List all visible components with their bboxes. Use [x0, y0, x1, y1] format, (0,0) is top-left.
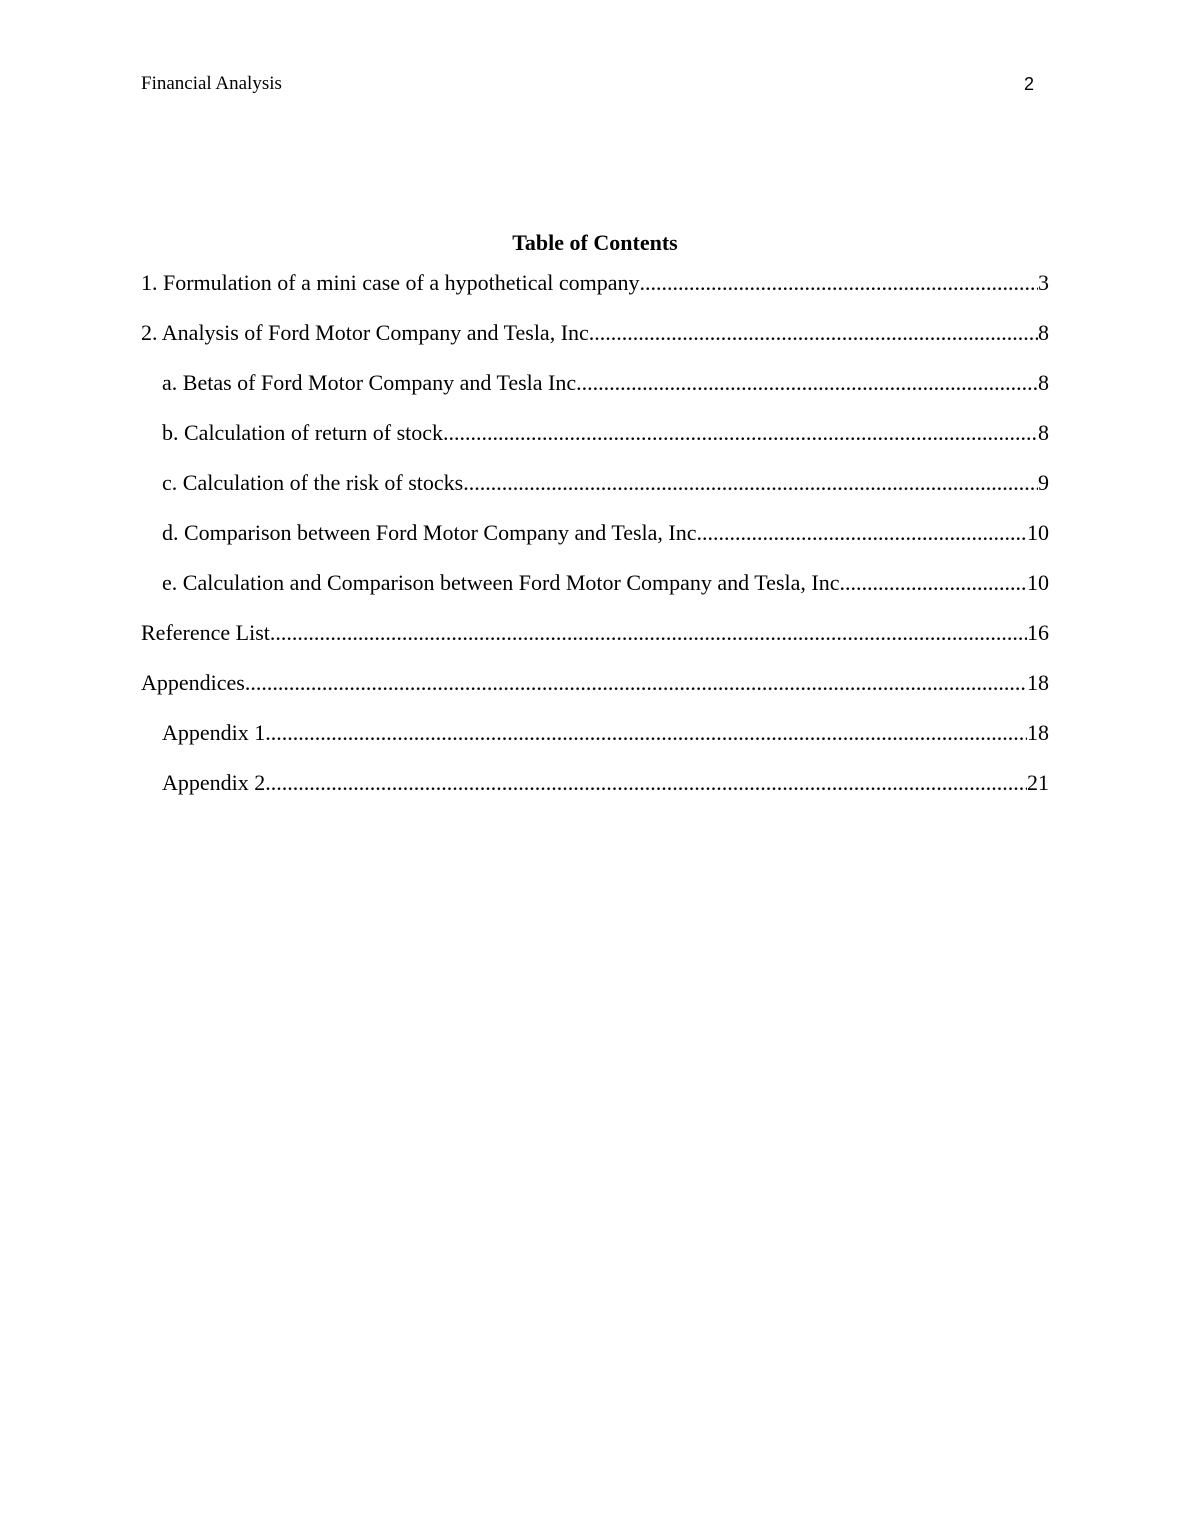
toc-entry-label: Reference List — [141, 620, 270, 645]
toc-entry-label: 1. Formulation of a mini case of a hypothetical company — [141, 270, 640, 295]
toc-entry-page: 8 — [1038, 420, 1049, 445]
toc-entry-label: Appendix 2 — [162, 770, 266, 795]
toc-entry-appendices[interactable] — [141, 668, 1049, 718]
toc-entry-risk-of-stocks[interactable] — [141, 468, 1049, 518]
toc-entry-comparison[interactable] — [141, 518, 1049, 568]
toc-title: Table of Contents — [512, 230, 678, 255]
running-head: Financial Analysis — [141, 73, 282, 94]
table-of-contents — [141, 268, 1049, 818]
toc-entry-label: Appendices — [141, 670, 245, 695]
toc-entry-calculation-and-comparison[interactable] — [141, 568, 1049, 618]
toc-entry-page: 3 — [1038, 270, 1049, 295]
toc-leader-dots — [576, 368, 1038, 398]
toc-entry-page: 8 — [1038, 320, 1049, 345]
toc-leader-dots — [443, 418, 1038, 448]
toc-leader-dots — [839, 568, 1027, 598]
toc-entry-reference-list[interactable] — [141, 618, 1049, 668]
toc-entry-label: 2. Analysis of Ford Motor Company and Tesla, Inc — [141, 320, 589, 345]
toc-entry-page: 16 — [1027, 620, 1049, 645]
toc-entry-page: 10 — [1027, 570, 1049, 595]
toc-entry-page: 10 — [1027, 520, 1049, 545]
toc-entry-appendix-2[interactable] — [141, 768, 1049, 818]
toc-entry-return-of-stock[interactable] — [141, 418, 1049, 468]
toc-entry-page: 21 — [1027, 770, 1049, 795]
toc-entry-formulation-mini-case[interactable] — [141, 268, 1049, 318]
page-number: 2 — [1024, 74, 1035, 94]
toc-entry-page: 18 — [1027, 720, 1049, 745]
toc-entry-betas[interactable] — [141, 368, 1049, 418]
toc-leader-dots — [270, 618, 1027, 648]
toc-leader-dots — [245, 668, 1027, 698]
toc-entry-label: d. Comparison between Ford Motor Company and Tesla, Inc — [162, 520, 697, 545]
toc-entry-label: b. Calculation of return of stock — [162, 420, 444, 445]
toc-entry-label: a. Betas of Ford Motor Company and Tesla Inc — [162, 370, 577, 395]
toc-leader-dots — [640, 268, 1038, 298]
toc-leader-dots — [589, 318, 1038, 348]
toc-entry-page: 8 — [1038, 370, 1049, 395]
toc-entry-page: 18 — [1027, 670, 1049, 695]
toc-entry-analysis-ford-tesla[interactable] — [141, 318, 1049, 368]
toc-leader-dots — [265, 768, 1027, 798]
toc-entry-label: e. Calculation and Comparison between Ford Motor Company and Tesla, Inc — [162, 570, 840, 595]
toc-entry-appendix-1[interactable] — [141, 718, 1049, 768]
toc-leader-dots — [265, 718, 1027, 748]
toc-leader-dots — [463, 468, 1038, 498]
toc-entry-label: c. Calculation of the risk of stocks — [162, 470, 464, 495]
toc-entry-label: Appendix 1 — [162, 720, 266, 745]
toc-leader-dots — [697, 518, 1027, 548]
toc-entry-page: 9 — [1038, 470, 1049, 495]
